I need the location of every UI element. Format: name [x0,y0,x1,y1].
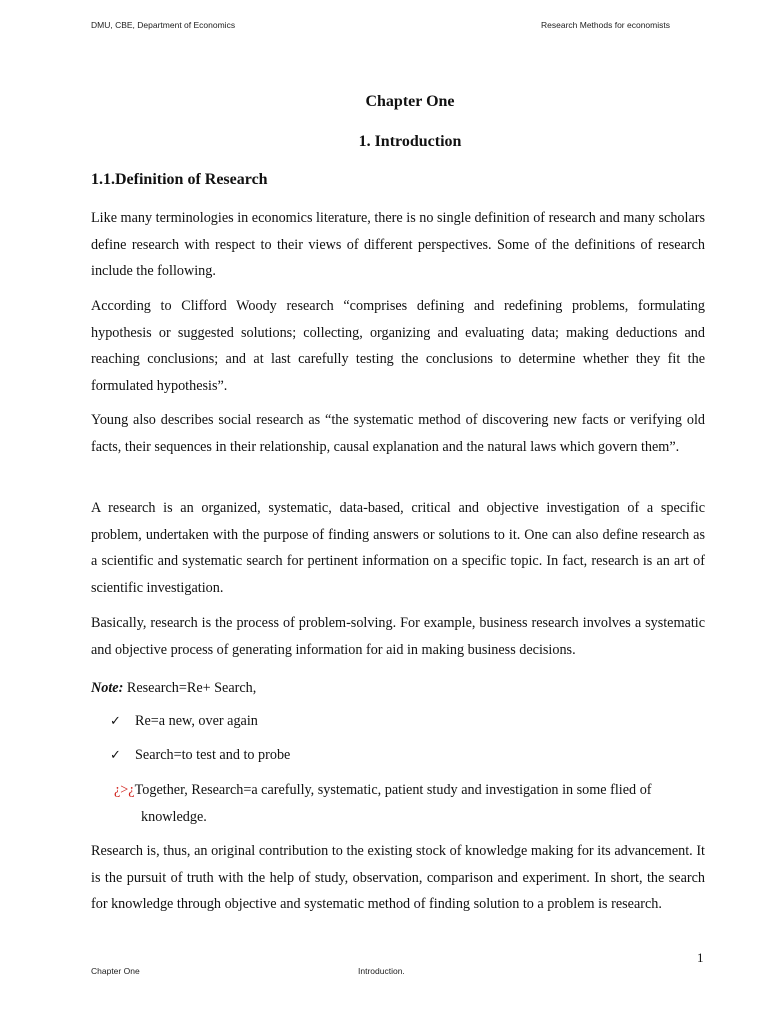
page-number: 1 [697,950,704,965]
running-header-left: DMU, CBE, Department of Economics [91,20,236,30]
note-text: Research=Re+ Search, [123,680,257,696]
paragraph: Basically, research is the process of problem-solving. For example, business research involves a systematic and objective process of generating information for aid in making business decisions. [91,615,705,658]
arrow-marker: ¿>¿ [114,782,135,798]
paragraph: According to Clifford Woody research “comprises defining and redefining problems, formulating hypothesis or suggested solutions; collecting, organizing and evaluating data; making deductions and reaching conclusions; and at last carefully testing the conclusions to determine whether they fit the formulated hypothesis”. [91,298,705,394]
paragraph: Like many terminologies in economics literature, there is no single definition of research and many scholars define research with respect to their views of different perspectives. Some of the definitions of research include the following. [91,210,705,279]
list-item [110,708,258,734]
note-label: Note: [91,680,124,696]
list-item-text: Re=a new, over again [135,713,258,729]
subsection-title: 1.1.Definition of Research [91,171,268,188]
running-footer-center: Introduction. [358,966,405,976]
running-footer-left: Chapter One [91,966,140,976]
list-item [110,742,290,768]
closing-paragraph: Research is, thus, an original contribution to the existing stock of knowledge making for its advancement. It is the pursuit of truth with the help of study, observation, comparison and experiment. In short, the search for knowledge through objective and systematic method of finding solution to a problem is research. [91,843,705,912]
arrow-item-continuation: knowledge. [141,808,207,825]
arrow-item-text: Together, Research=a carefully, systematic, patient study and investigation in some flied of [134,782,652,798]
section-title: 1. Introduction [358,133,462,150]
chapter-title: Chapter One [365,93,455,110]
paragraph: Young also describes social research as “the systematic method of discovering new facts or verifying old facts, their sequences in their relationship, causal explanation and the natural laws which govern them”. [91,412,705,455]
check-icon: ✓ [110,713,121,728]
list-item-text: Search=to test and to probe [135,747,291,763]
note-line [91,675,705,702]
check-icon: ✓ [110,747,121,762]
paragraph: A research is an organized, systematic, data-based, critical and objective investigation of a specific problem, undertaken with the purpose of finding answers or solutions to it. One can also define research as a scientific and systematic search for pertinent information on a specific topic. In fact, research is an art of scientific investigation. [91,500,705,596]
arrow-list-item [114,777,705,830]
running-header-right: Research Methods for economists [541,20,670,30]
